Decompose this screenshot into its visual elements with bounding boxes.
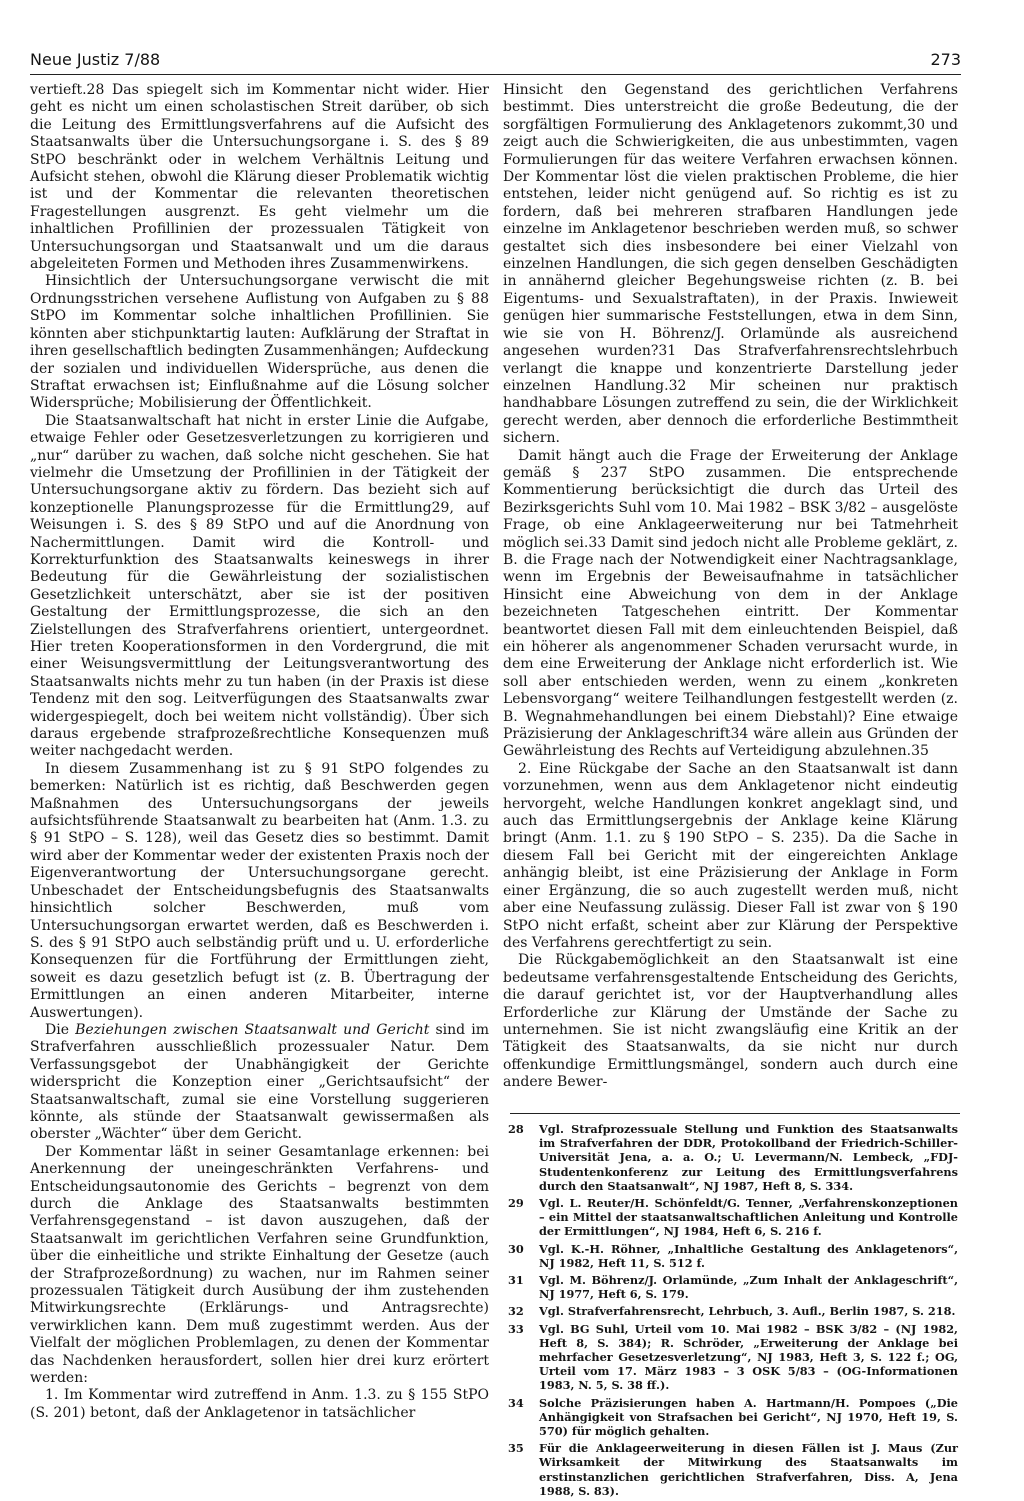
footnote — [508, 1396, 958, 1439]
footnote — [508, 1441, 958, 1498]
footnote-text: Vgl. M. Böhrenz/J. Orlamünde, „Zum Inhalt der Anklageschrift“, NJ 1977, Heft 6, S. 179. — [539, 1273, 958, 1302]
paragraph: Damit hängt auch die Frage der Erweiterung der Anklage gemäß § 237 StPO zusammen. Die entsprechende Kommentierung berücksichtigt die durch das Urteil des Bezirksgerichts Suhl vom 10. Mai 1982 – BSK 3/82 – ausgelöste Frage, ob eine Anklageerweiterung nur bei Tatmehrheit möglich sei.33 Damit sind jedoch nicht alle Probleme geklärt, z. B. die Frage nach der Notwendigkeit einer Nachtragsanklage, wenn im Ergebnis der Beweisaufnahme in tatsächlicher Hinsicht eine Abweichung von dem in der Anklage bezeichneten Tatgeschehen eintritt. Der Kommentar beantwortet diesen Fall mit dem einleuchtenden Beispiel, daß ein höherer als angenommener Schaden verursacht wurde, in dem eine Erweiterung der Anklage nicht erforderlich ist. Wie soll aber entschieden werden, wenn zu einem „konkreten Lebensvorgang“ weitere Teilhandlungen festgestellt werden (z. B. Wegnahmehandlungen bei einem Diebstahl)? Eine etwaige Präzisierung der Anklageschrift34 wäre allein aus Gründen der Gewährleistung des Rechts auf Verteidigung abzulehnen.35 — [503, 447, 958, 760]
footnote-text: Vgl. Strafverfahrensrecht, Lehrbuch, 3. Aufl., Berlin 1987, S. 218. — [539, 1304, 956, 1319]
paragraph — [30, 1022, 489, 1144]
footnote-number: 29 — [508, 1196, 524, 1211]
footnote-text: Vgl. K.-H. Röhner, „Inhaltliche Gestaltung des Anklagetenors“, NJ 1982, Heft 11, S. 512 f. — [539, 1241, 958, 1270]
text-run: Die — [45, 1021, 76, 1038]
footnote-number: 33 — [508, 1321, 524, 1336]
page-number: 273 — [930, 50, 961, 69]
paragraph: vertieft.28 Das spiegelt sich im Kommentar nicht wider. Hier geht es nicht um einen scholastischen Streit darüber, ob sich die Leitung des Ermittlungsverfahrens auf die Aufsicht des Staatsanwalts über die Untersuchungsorgane i. S. des § 89 StPO beschränkt oder in welchem Verhältnis Leitung und Aufsicht stehen, obwohl die Klärung dieser Problematik wichtig ist und der Kommentar die relevanten theoretischen Fragestellungen ausgrenzt. Es geht vielmehr um die inhaltlichen Profillinien der prozessualen Tätigkeit von Untersuchungsorgan und Staatsanwalt und um die daraus abgeleiteten Formen und Methoden ihres Zusammenwirkens. — [30, 82, 489, 273]
footnote — [508, 1196, 958, 1239]
paragraph: Der Kommentar läßt in seiner Gesamtanlage erkennen: bei Anerkennung der uneingeschränkten Verfahrens- und Entscheidungsautonomie des Gerichts – begrenzt von dem durch die Anklage des Staatsanwalts bestimmten Verfahrensgegenstand – ist davon auszugehen, daß der Staatsanwalt im gerichtlichen Verfahren seine Grundfunktion, über die einheitliche und strikte Einhaltung der Gesetze (auch der Strafprozeßordnung) zu wachen, nur im Rahmen seiner prozessualen Tätigkeit durch Ausübung der ihm zustehenden Mitwirkungsrechte (Erklärungs- und Antragsrechte) verwirklichen kann. Dem muß zugestimmt werden. Aus der Vielfalt der möglichen Problemlagen, zu denen der Kommentar das Nachdenken herausfordert, sollen hier drei kurz erörtert werden: — [30, 1143, 489, 1387]
paragraph: Hinsicht den Gegenstand des gerichtlichen Verfahrens bestimmt. Dies unterstreicht die große Bedeutung, die der sorgfältigen Formulierung des Anklagetenors zukommt,30 und zeigt auch die Schwierigkeiten, die aus unbestimmten, vagen Formulierungen für das weitere Verfahren erwachsen können. Der Kommentar löst die vielen praktischen Probleme, die hier entstehen, leider nicht genügend auf. So richtig es ist zu fordern, daß bei mehreren strafbaren Handlungen jede einzelne im Anklagetenor beschrieben werden muß, so schwer gestaltet sich dies insbesondere bei einer Vielzahl von einzelnen Handlungen, die sich gegen denselben Geschädigten in annähernd gleicher Begehungsweise richten (z. B. bei Eigentums- und Sexualstraftaten), in der Praxis. Inwieweit genügen hier summarische Feststellungen, etwa in dem Sinn, wie sie von H. Böhrenz/J. Orlamünde als ausreichend angesehen wurden?31 Das Strafverfahrensrechtslehrbuch verlangt die knappe und konzentrierte Darstellung jeder einzelnen Handlung.32 Mir scheinen nur praktisch handhabbare Lösungen zutreffend zu sein, die der Wirklichkeit gerecht werden, aber dennoch die erforderliche Bestimmtheit sichern. — [503, 82, 958, 447]
paragraph: Die Staatsanwaltschaft hat nicht in erster Linie die Aufgabe, etwaige Fehler oder Gesetzesverletzungen zu korrigieren und „nur“ darüber zu wachen, daß solche nicht geschehen. Sie hat vielmehr die Umsetzung der Profillinien in der Tätigkeit der Untersuchungsorgane aktiv zu fördern. Das bezieht sich auf konzeptionelle Planungsprozesse für die Ermittlung29, auf Weisungen i. S. des § 89 StPO und auf die Anordnung von Nachermittlungen. Damit wird die Kontroll- und Korrekturfunktion des Staatsanwalts keineswegs in ihrer Bedeutung für die Gewährleistung der sozialistischen Gesetzlichkeit unterschätzt, aber sie ist der positiven Gestaltung der Ermittlungsprozesse, die sich an den Zielstellungen des Strafverfahrens orientiert, untergeordnet. Hier treten Kooperationsformen in den Vordergrund, die mit einer Weisungsvermittlung der Leitungsverantwortung des Staatsanwalts nichts mehr zu tun haben (in der Praxis ist diese Tendenz mit den sog. Leitverfügungen des Staatsanwalts zwar widergespiegelt, doch bei weitem nicht vollständig). Über sich daraus ergebende strafprozeßrechtliche Konsequenzen muß weiter nachgedacht werden. — [30, 412, 489, 760]
footnote-number: 30 — [508, 1241, 524, 1256]
footnote — [508, 1122, 958, 1193]
footnote-text: Vgl. L. Reuter/H. Schönfeldt/G. Tenner, „Verfahrenskonzeptionen – ein Mittel der staatsanwaltschaftlichen Anleitung und Kontrolle der Ermittlungen“, NJ 1984, Heft 6, S. 216 f. — [539, 1196, 958, 1239]
footnotes — [508, 1122, 958, 1501]
text-run: sind im Strafverfahren ausschließlich prozessualer Natur. Dem Verfassungsgebot der Unabhängigkeit der Gerichte widerspricht die Konzeption einer „Gerichtsaufsicht“ der Staatsanwaltschaft, zumal sie eine Vorstellung suggerieren könnte, als stünde der Staatsanwalt gewissermaßen als oberster „Wächter“ über dem Gericht. — [30, 1021, 490, 1143]
footnote-number: 28 — [508, 1122, 524, 1136]
footnote-divider — [510, 1113, 960, 1114]
footnote — [508, 1304, 958, 1318]
journal-title: Neue Justiz 7/88 — [30, 50, 161, 69]
emphasized-text: Beziehungen zwischen Staatsanwalt und Gericht — [75, 1021, 430, 1038]
footnote-text: Vgl. Strafprozessuale Stellung und Funktion des Staatsanwalts im Strafverfahren der DDR, Protokollband der Friedrich-Schiller-Universität Jena, a. a. O.; U. Levermann/N. Lembeck, „FDJ-Studentenkonferenz zur Leitung des Ermittlungsverfahrens durch den Staatsanwalt“, NJ 1987, Heft 8, S. 334. — [539, 1122, 958, 1193]
paragraph: In diesem Zusammenhang ist zu § 91 StPO folgendes zu bemerken: Natürlich ist es richtig, daß Beschwerden gegen Maßnahmen des Untersuchungsorgans der jeweils aufsichtsführende Staatsanwalt zu bearbeiten hat (Anm. 1.3. zu § 91 StPO – S. 128), weil das Gesetz dies so bestimmt. Damit wird aber der Kommentar weder der existenten Praxis noch der Eigenverantwortung der Untersuchungsorgane gerecht. Unbeschadet der Entscheidungsbefugnis des Staatsanwalts hinsichtlich solcher Beschwerden, muß vom Untersuchungsorgan erwartet werden, daß es Beschwerden i. S. des § 91 StPO auch selbständig prüft und u. U. erforderliche Konsequenzen für die Fortführung der Ermittlungen zieht, soweit es dazu gesetzlich befugt ist (z. B. Übertragung der Ermittlungen an einen anderen Mitarbeiter, interne Auswertungen). — [30, 760, 489, 1021]
page-header — [30, 46, 961, 75]
footnote — [508, 1322, 958, 1393]
footnote-text: Vgl. BG Suhl, Urteil vom 10. Mai 1982 – BSK 3/82 – (NJ 1982, Heft 8, S. 384); R. Schröder, „Erweiterung der Anklage bei mehrfacher Gesetzesverletzung“, NJ 1983, Heft 3, S. 122 f.; OG, Urteil vom 17. März 1983 – 3 OSK 5/83 – (OG-Informationen 1983, N. 5, S. 38 ff.). — [539, 1321, 958, 1393]
footnote-text: Für die Anklageerweiterung in diesen Fällen ist J. Maus (Zur Wirksamkeit der Mitwirkung des Staatsanwalts im erstinstanzlichen gerichtlichen Strafverfahren, Diss. A, Jena 1988, S. 83). — [539, 1441, 958, 1498]
footnote-text: Solche Präzisierungen haben A. Hartmann/H. Pompoes („Die Anhängigkeit von Strafsachen bei Gericht“, NJ 1970, Heft 19, S. 570) für möglich gehalten. — [539, 1395, 958, 1439]
footnote-number: 31 — [508, 1273, 524, 1288]
paragraph: Die Rückgabemöglichkeit an den Staatsanwalt ist eine bedeutsame verfahrensgestaltende Entscheidung des Gerichts, die darauf gerichtet ist, vor der Hauptverhandlung alles Erforderliche zur Klärung der Umstände der Sache zu unternehmen. Sie ist nicht zwangsläufig eine Kritik an der Tätigkeit des Staatsanwalts, da sie nicht nur durch offenkundige Ermittlungsmängel, sondern auch durch eine andere Bewer- — [503, 952, 958, 1091]
footnote-number: 32 — [508, 1304, 524, 1319]
paragraph: 1. Im Kommentar wird zutreffend in Anm. 1.3. zu § 155 StPO (S. 201) betont, daß der Anklagetenor in tatsächlicher — [30, 1387, 489, 1421]
paragraph: Hinsichtlich der Untersuchungsorgane verwischt die mit Ordnungsstrichen versehene Auflistung von Aufgaben zu § 88 StPO im Kommentar solche inhaltlichen Profillinien. Sie könnten aber stichpunktartig lauten: Aufklärung der Straftat in ihren gesellschaftlich bedingten Zusammenhängen; Aufdeckung der sozialen und individuellen Widersprüche, aus denen die Straftat erwachsen ist; Einflußnahme auf die Lösung solcher Widersprüche; Mobilisierung der Öffentlichkeit. — [30, 273, 489, 412]
left-column — [30, 82, 489, 1422]
footnote-number: 34 — [508, 1395, 524, 1410]
right-column — [503, 82, 958, 1092]
footnote-number: 35 — [508, 1441, 524, 1456]
footnote — [508, 1242, 958, 1270]
paragraph: 2. Eine Rückgabe der Sache an den Staatsanwalt ist dann vorzunehmen, wenn aus dem Anklagetenor nicht eindeutig hervorgeht, welche Handlungen konkret angeklagt sind, und auch das Ermittlungsergebnis der Anklage keine Klärung bringt (Anm. 1.1. zu § 190 StPO – S. 235). Da die Sache in diesem Fall bei Gericht mit der eingereichten Anklage anhängig bleibt, ist eine Präzisierung der Anklage in Form einer Ergänzung, die so auch zugestellt werden muß, nicht aber eine Neufassung zulässig. Dieser Fall ist zwar von § 190 StPO nicht erfaßt, scheint aber zur Klärung der Perspektive des Verfahrens gerechtfertigt zu sein. — [503, 760, 958, 951]
footnote — [508, 1273, 958, 1301]
